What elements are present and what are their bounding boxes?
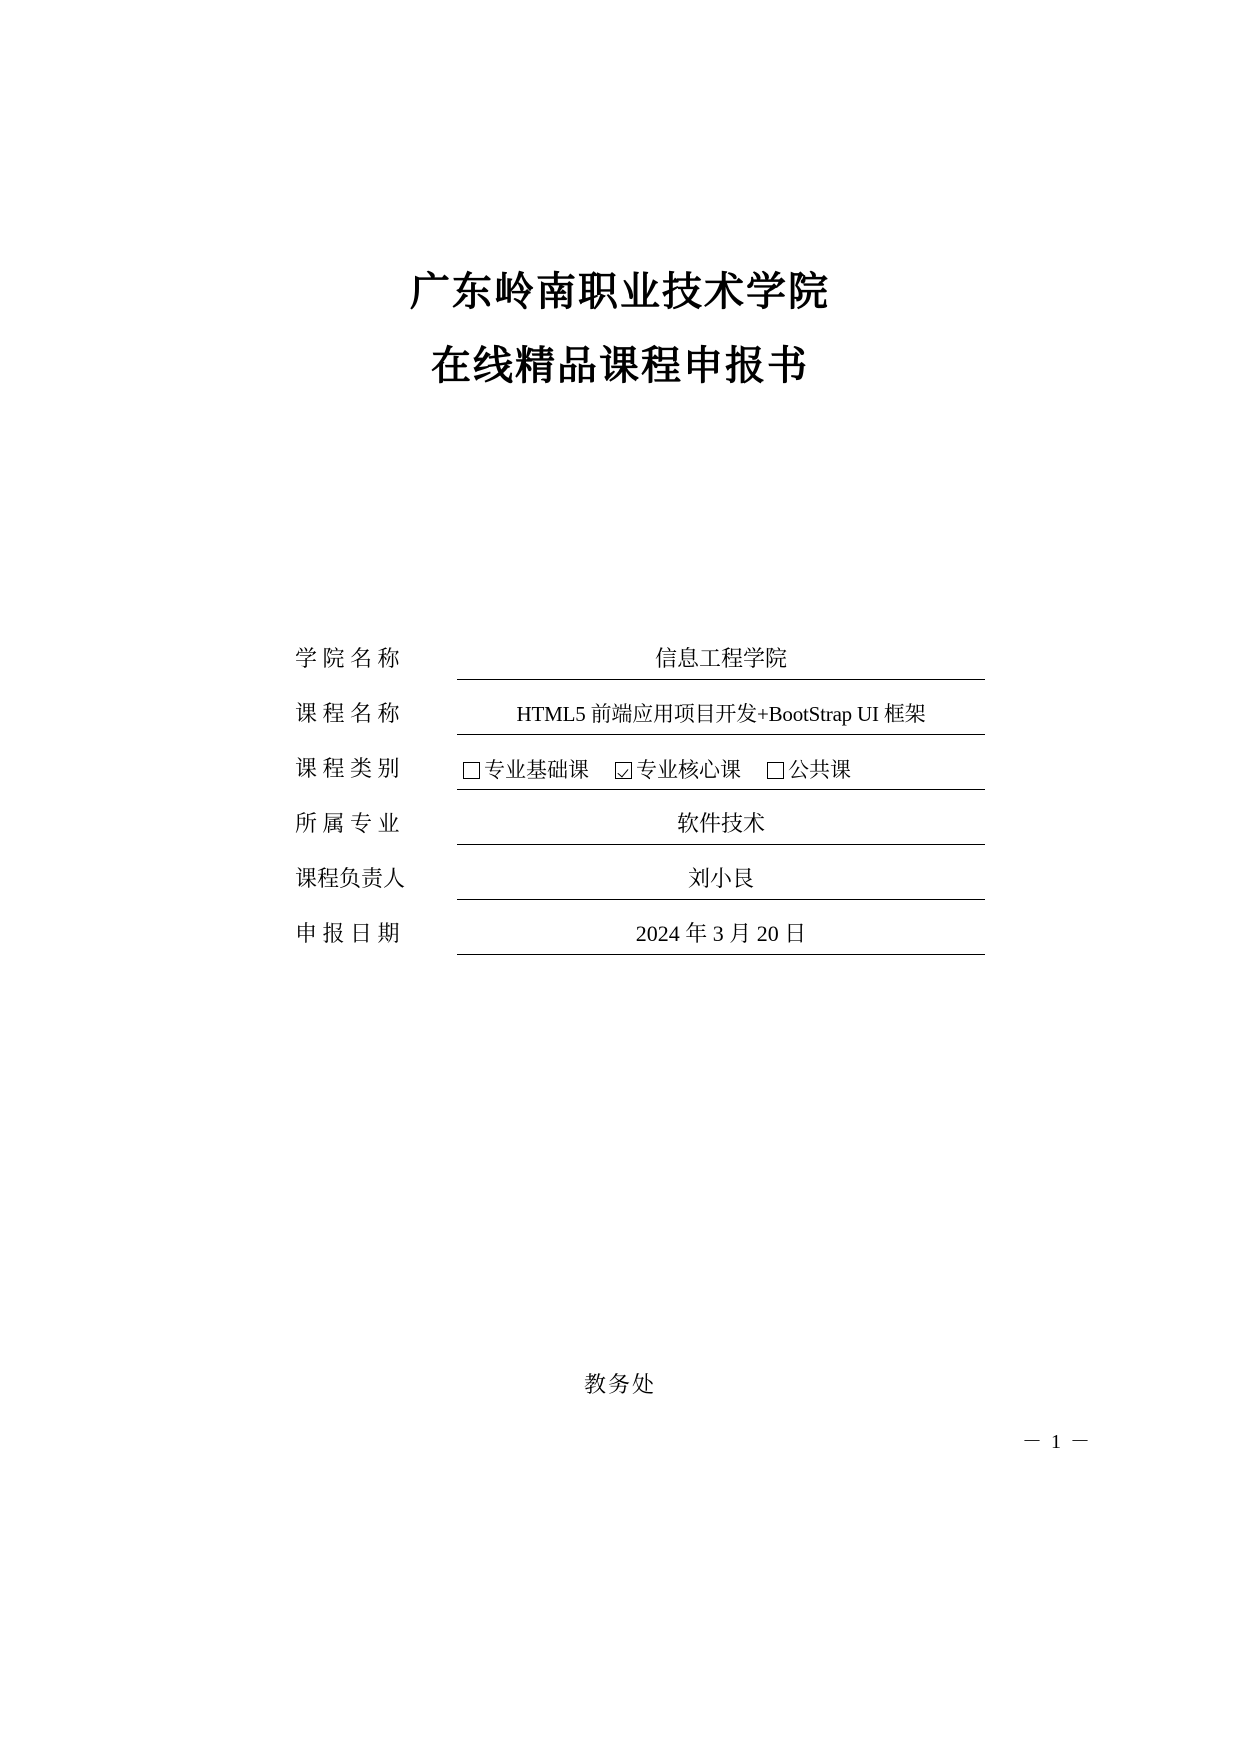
field-row-major	[295, 790, 985, 845]
field-label-college: 学 院 名 称	[295, 646, 400, 671]
field-value-course-leader: 刘小艮	[457, 864, 985, 900]
checkbox-unchecked-icon[interactable]	[767, 762, 784, 779]
category-checkbox-group	[457, 756, 985, 784]
page-title-line-1: 广东岭南职业技术学院	[410, 270, 830, 314]
category-option-basic-label: 专业基础课	[484, 758, 589, 782]
field-label-course-category: 课 程 类 别	[295, 756, 400, 781]
checkbox-checked-icon[interactable]	[615, 762, 632, 779]
page-title-line-2: 在线精品课程申报书	[431, 344, 809, 388]
field-row-course-category	[295, 735, 985, 790]
category-option-core-label: 专业核心课	[636, 758, 741, 782]
checkbox-unchecked-icon[interactable]	[463, 762, 480, 779]
field-label-application-date: 申 报 日 期	[295, 921, 400, 946]
document-title-block	[0, 258, 1240, 400]
field-label-major: 所 属 专 业	[295, 811, 400, 836]
field-value-application-date: 2024 年 3 月 20 日	[457, 919, 985, 955]
field-row-college	[295, 625, 985, 680]
field-row-course-leader	[295, 845, 985, 900]
field-value-course-name: HTML5 前端应用项目开发+BootStrap UI 框架	[457, 699, 985, 735]
page-number: － 1 －	[1022, 1431, 1092, 1453]
footer-organization: 教务处	[583, 1372, 656, 1397]
category-option-public[interactable]	[767, 756, 851, 784]
field-row-application-date	[295, 900, 985, 955]
field-value-college: 信息工程学院	[457, 644, 985, 680]
category-option-public-label: 公共课	[788, 758, 851, 782]
field-row-course-name	[295, 680, 985, 735]
form-fields	[295, 625, 985, 955]
category-option-core[interactable]	[615, 756, 741, 784]
category-option-basic[interactable]	[463, 756, 589, 784]
field-label-course-leader: 课程负责人	[295, 866, 406, 891]
field-value-course-category	[457, 756, 985, 790]
field-value-major: 软件技术	[457, 809, 985, 845]
field-label-course-name: 课 程 名 称	[295, 701, 400, 726]
